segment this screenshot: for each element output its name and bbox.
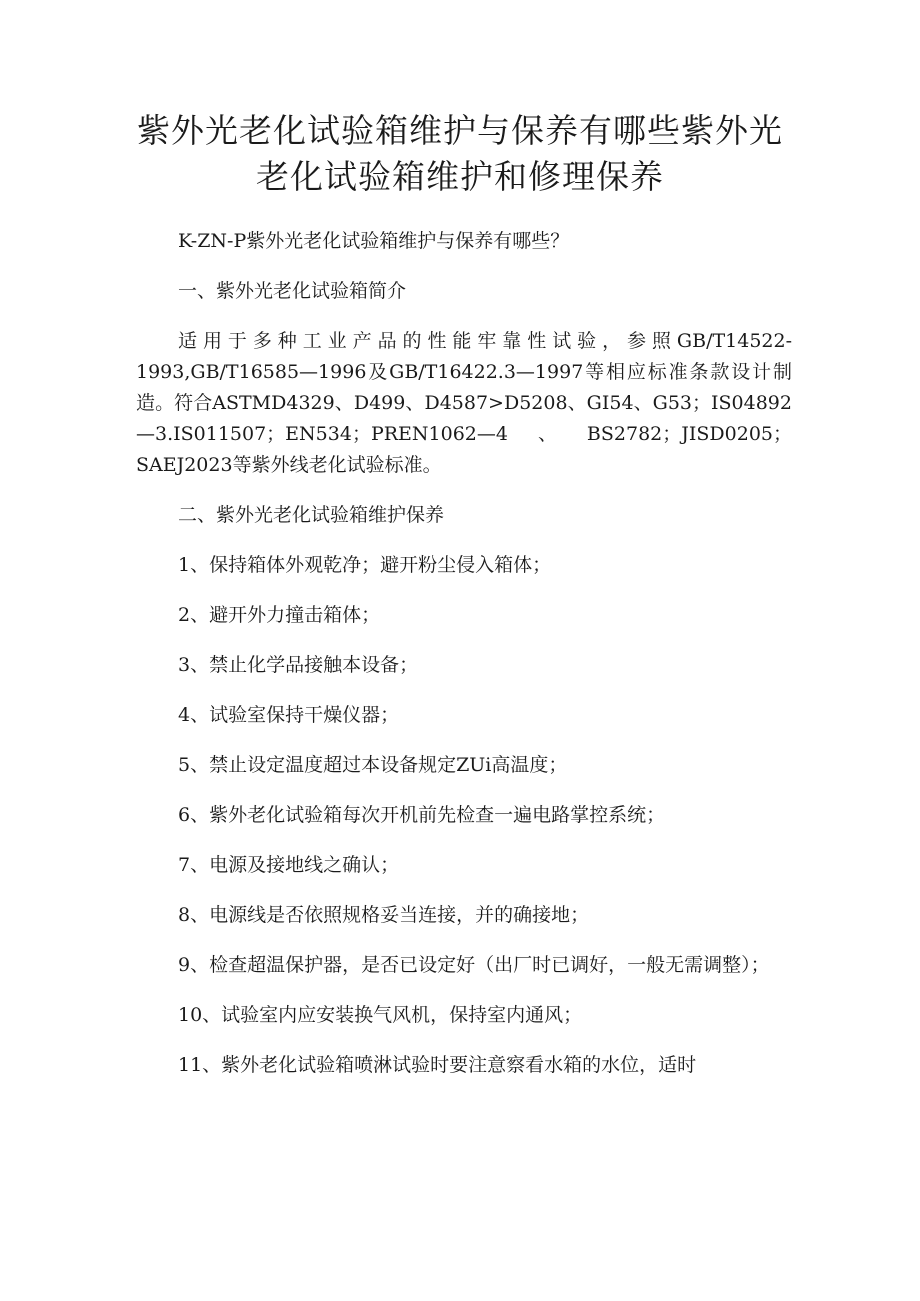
section-1-heading: 一、紫外光老化试验箱简介 xyxy=(178,280,407,302)
maintenance-item-3: 3、禁止化学品接触本设备； xyxy=(178,654,419,676)
maintenance-item-1: 1、保持箱体外观乾净；避开粉尘侵入箱体； xyxy=(178,554,552,576)
maintenance-item-8: 8、电源线是否依照规格妥当连接，并的确接地； xyxy=(178,904,590,926)
maintenance-item-2: 2、避开外力撞击箱体； xyxy=(178,604,381,626)
document-title xyxy=(110,108,810,200)
intro-question: K-ZN-P紫外光老化试验箱维护与保养有哪些？ xyxy=(178,230,570,252)
maintenance-item-10: 10、试验室内应安装换气风机，保持室内通风； xyxy=(178,1004,583,1026)
maintenance-item-9: 9、检查超温保护器，是否已设定好（出厂时已调好，一般无需调整）； xyxy=(178,954,770,976)
title-line-2: 老化试验箱维护和修理保养 xyxy=(256,157,664,196)
maintenance-item-11: 11、紫外老化试验箱喷淋试验时要注意察看水箱的水位，适时 xyxy=(178,1054,697,1076)
document-body xyxy=(136,226,792,1100)
maintenance-item-4: 4、试验室保持干燥仪器； xyxy=(178,704,400,726)
section-2-heading: 二、紫外光老化试验箱维护保养 xyxy=(178,504,445,526)
section-1-paragraph: 适用于多种工业产品的性能牢靠性试验，参照GB/T14522-1993,GB/T16585—1996及GB/T16422.3—1997等相应标准条款设计制造。符合ASTMD4329、D499、D4587>D5208、GI54、G53；IS04892—3.IS011507；EN534；PREN1062—4、BS2782；JISD0205；SAEJ2023等紫外线老化试验标准。 xyxy=(136,330,792,476)
maintenance-item-5: 5、禁止设定温度超过本设备规定ZUi高温度； xyxy=(178,754,568,776)
maintenance-item-7: 7、电源及接地线之确认； xyxy=(178,854,400,876)
title-line-1: 紫外光老化试验箱维护与保养有哪些紫外光 xyxy=(137,111,783,150)
maintenance-item-6: 6、紫外老化试验箱每次开机前先检查一遍电路掌控系统； xyxy=(178,804,666,826)
